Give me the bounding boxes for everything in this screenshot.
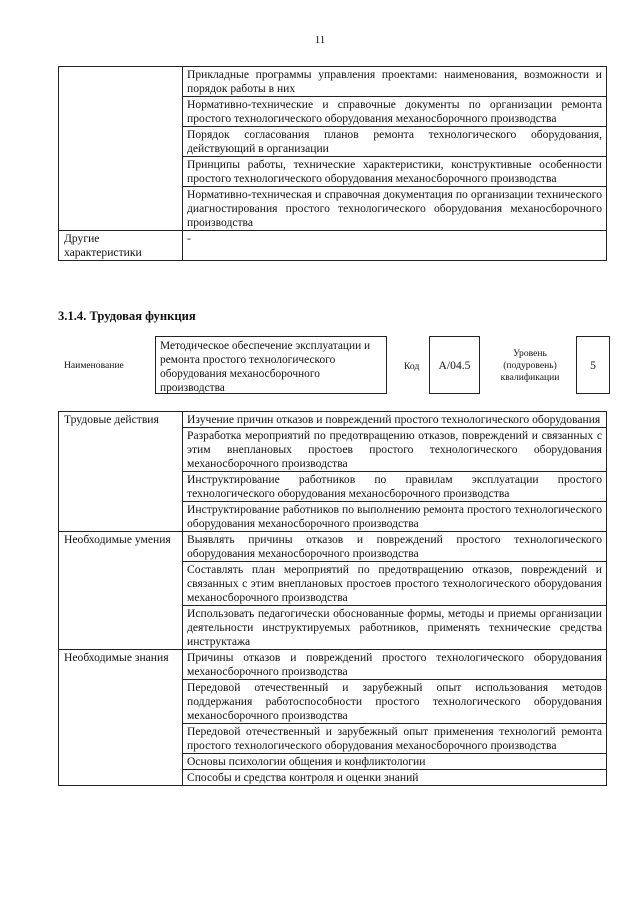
qualification-level-label: Уровень (подуровень) квалификации <box>500 348 560 383</box>
qualification-level-value: 5 <box>576 336 610 394</box>
knowledge-item: Передовой отечественный и зарубежный опыт применения технологий ремонта простого технологического оборудования механосборочного производства <box>183 724 607 754</box>
skill-item: Использовать педагогически обоснованные формы, методы и приемы организации деятельности инструктируемых работников, применять технические средства инструктажа <box>183 606 607 650</box>
labor-action-item: Инструктирование работников по выполнению ремонта простого технологического оборудования механосборочного производства <box>183 502 607 532</box>
table-row <box>59 650 607 680</box>
knowledge-item: Способы и средства контроля и оценки знаний <box>183 770 607 786</box>
empty-label-cell <box>59 67 183 231</box>
knowledge-item: Основы психологии общения и конфликтологии <box>183 754 607 770</box>
knowledge-item: Нормативно-техническая и справочная документация по организации технического диагностирования простого технологического оборудования механосборочного производства <box>183 187 607 231</box>
knowledge-item: Передовой отечественный и зарубежный опыт использования методов поддержания работоспособности простого технологического оборудования механосборочного производства <box>183 680 607 724</box>
labor-action-item: Разработка мероприятий по предотвращению отказов, повреждений и связанных с этим внеплановых простоев простого технологического оборудования механосборочного производства <box>183 428 607 472</box>
knowledge-item: Принципы работы, технические характеристики, конструктивные особенности простого технологического оборудования механосборочного производства <box>183 157 607 187</box>
table-row <box>59 67 607 97</box>
section-heading: 3.1.4. Трудовая функция <box>58 309 196 323</box>
function-code: A/04.5 <box>429 336 480 394</box>
knowledge-item: Прикладные программы управления проектами: наименования, возможности и порядок работы в них <box>183 67 607 97</box>
code-label: Код <box>404 361 420 372</box>
table-row <box>59 412 607 428</box>
other-characteristics-label: Другие характеристики <box>59 231 183 261</box>
labor-function-table <box>58 411 607 786</box>
skill-item: Составлять план мероприятий по предотвращению отказов, повреждений и связанных с этим внеплановых простоев простого технологического оборудования механосборочного производства <box>183 562 607 606</box>
labor-action-item: Изучение причин отказов и повреждений простого технологического оборудования <box>183 412 607 428</box>
labor-actions-label: Трудовые действия <box>59 412 183 532</box>
labor-action-item: Инструктирование работников по правилам эксплуатации простого технологического оборудования механосборочного производства <box>183 472 607 502</box>
knowledge-label: Необходимые знания <box>59 650 183 786</box>
knowledge-continuation-table <box>58 66 607 261</box>
knowledge-item: Причины отказов и повреждений простого технологического оборудования механосборочного производства <box>183 650 607 680</box>
table-row <box>59 231 607 261</box>
page-number: 11 <box>314 34 326 46</box>
name-label: Наименование <box>64 360 124 371</box>
other-characteristics-value: - <box>183 231 607 261</box>
knowledge-item: Порядок согласования планов ремонта технологического оборудования, действующий в организации <box>183 127 607 157</box>
function-name: Методическое обеспечение эксплуатации и ремонта простого технологического оборудования механосборочного производства <box>155 336 387 394</box>
skills-label: Необходимые умения <box>59 532 183 650</box>
function-header <box>58 336 610 398</box>
skill-item: Выявлять причины отказов и повреждений простого технологического оборудования механосборочного производства <box>183 532 607 562</box>
table-row <box>59 532 607 562</box>
knowledge-item: Нормативно-технические и справочные документы по организации ремонта простого технологического оборудования механосборочного производства <box>183 97 607 127</box>
